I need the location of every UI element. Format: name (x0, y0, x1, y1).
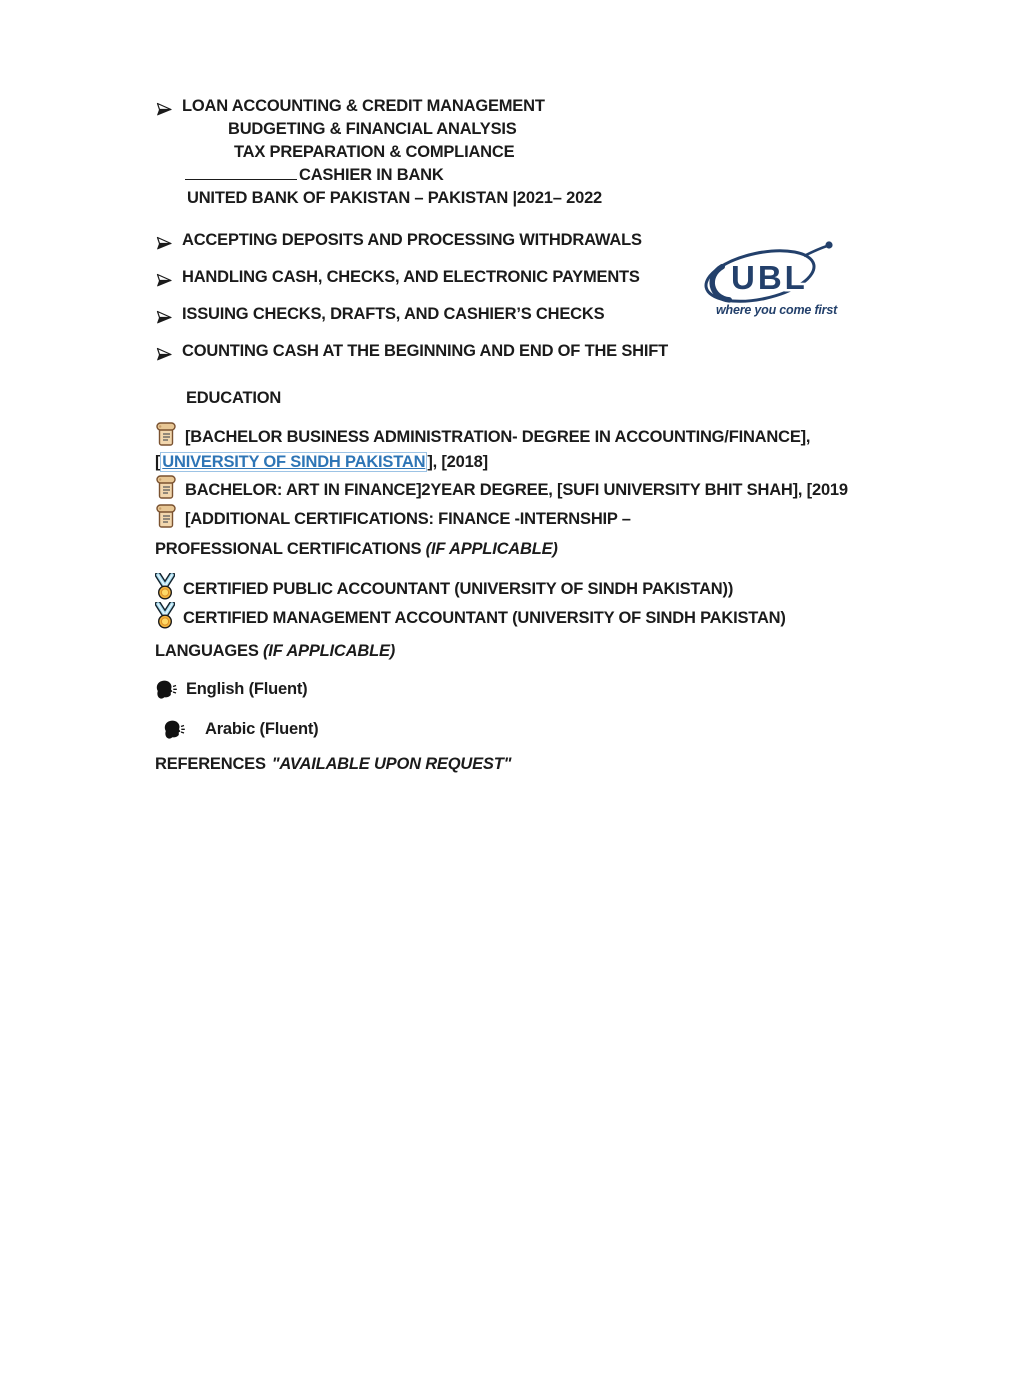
certifications-heading: PROFESSIONAL CERTIFICATIONS (IF APPLICABLE) (155, 540, 558, 558)
blank-underline (185, 164, 297, 180)
duty-text: ACCEPTING DEPOSITS AND PROCESSING WITHDRAWALS (182, 231, 642, 249)
scroll-icon (155, 503, 177, 530)
employer-text: UNITED BANK OF PAKISTAN – PAKISTAN |2021– 2022 (187, 189, 603, 207)
references-note: "AVAILABLE UPON REQUEST" (271, 755, 512, 773)
languages-heading-note: (IF APPLICABLE) (263, 642, 396, 660)
speaking-head-icon (163, 718, 186, 740)
education-entry-1 (155, 421, 915, 474)
arrow-bullet-icon (155, 308, 172, 324)
certification-text: CERTIFIED PUBLIC ACCOUNTANT (UNIVERSITY OF SINDH PAKISTAN)) (183, 580, 734, 598)
degree-text: [BACHELOR BUSINESS ADMINISTRATION- DEGREE IN ACCOUNTING/FINANCE], (185, 428, 811, 446)
employer-line (155, 187, 602, 210)
duty-text: ISSUING CHECKS, DRAFTS, AND CASHIER’S CHECKS (182, 305, 605, 323)
arrow-bullet-icon (155, 345, 172, 361)
languages-heading: LANGUAGES (IF APPLICABLE) (155, 642, 396, 660)
medal-icon (155, 602, 175, 629)
scroll-icon (155, 474, 177, 501)
references-label: REFERENCES (155, 755, 266, 773)
certification-item (155, 573, 786, 602)
duty-item (155, 305, 604, 324)
certification-item (155, 602, 786, 631)
certification-text: CERTIFIED MANAGEMENT ACCOUNTANT (UNIVERSITY OF SINDH PAKISTAN) (183, 609, 786, 627)
education-entry-3 (155, 503, 915, 532)
skill-text: LOAN ACCOUNTING & CREDIT MANAGEMENT (182, 97, 545, 115)
arrow-bullet-icon (155, 271, 172, 287)
arrow-bullet-icon (155, 234, 172, 250)
job-title-line (155, 164, 602, 187)
arrow-bullet-icon (155, 100, 172, 116)
logo-tagline: where you come first (716, 303, 838, 317)
logo-wordmark: UBL (731, 259, 808, 296)
logo-dot (825, 241, 832, 248)
experience-block (155, 95, 602, 210)
degree-text: [ADDITIONAL CERTIFICATIONS: FINANCE -INTERNSHIP – (185, 509, 631, 528)
certifications-list (155, 573, 786, 631)
bracket-open: [ (155, 452, 161, 471)
ubl-logo (698, 236, 840, 327)
scroll-icon (155, 421, 177, 448)
job-title: CASHIER IN BANK (299, 166, 444, 184)
degree-text: BACHELOR: ART IN FINANCE]2YEAR DEGREE, [SUFI UNIVERSITY BHIT SHAH], [2019 (185, 481, 848, 499)
bracket-close: ], [2018] (427, 452, 488, 471)
duty-item (155, 268, 640, 287)
references-line (155, 755, 511, 774)
language-text: Arabic (Fluent) (205, 720, 319, 738)
language-item (163, 718, 318, 740)
language-text: English (Fluent) (186, 680, 308, 698)
medal-icon (155, 573, 175, 600)
ubl-logo-graphic (698, 236, 840, 322)
education-heading: EDUCATION (186, 389, 282, 407)
certifications-heading-note: (IF APPLICABLE) (425, 540, 558, 558)
duty-item (155, 342, 668, 361)
education-entry-2 (155, 474, 915, 503)
duty-text: COUNTING CASH AT THE BEGINNING AND END OF THE SHIFT (182, 342, 669, 360)
skill-line-1 (155, 95, 602, 118)
university-link[interactable]: UNIVERSITY OF SINDH PAKISTAN (162, 452, 426, 471)
skill-line-3: TAX PREPARATION & COMPLIANCE (234, 143, 515, 161)
skill-line-2: BUDGETING & FINANCIAL ANALYSIS (228, 120, 517, 138)
duty-item (155, 231, 642, 250)
language-item (155, 678, 307, 700)
duty-text: HANDLING CASH, CHECKS, AND ELECTRONIC PAYMENTS (182, 268, 640, 286)
education-block (155, 421, 915, 531)
speaking-head-icon (155, 678, 178, 700)
